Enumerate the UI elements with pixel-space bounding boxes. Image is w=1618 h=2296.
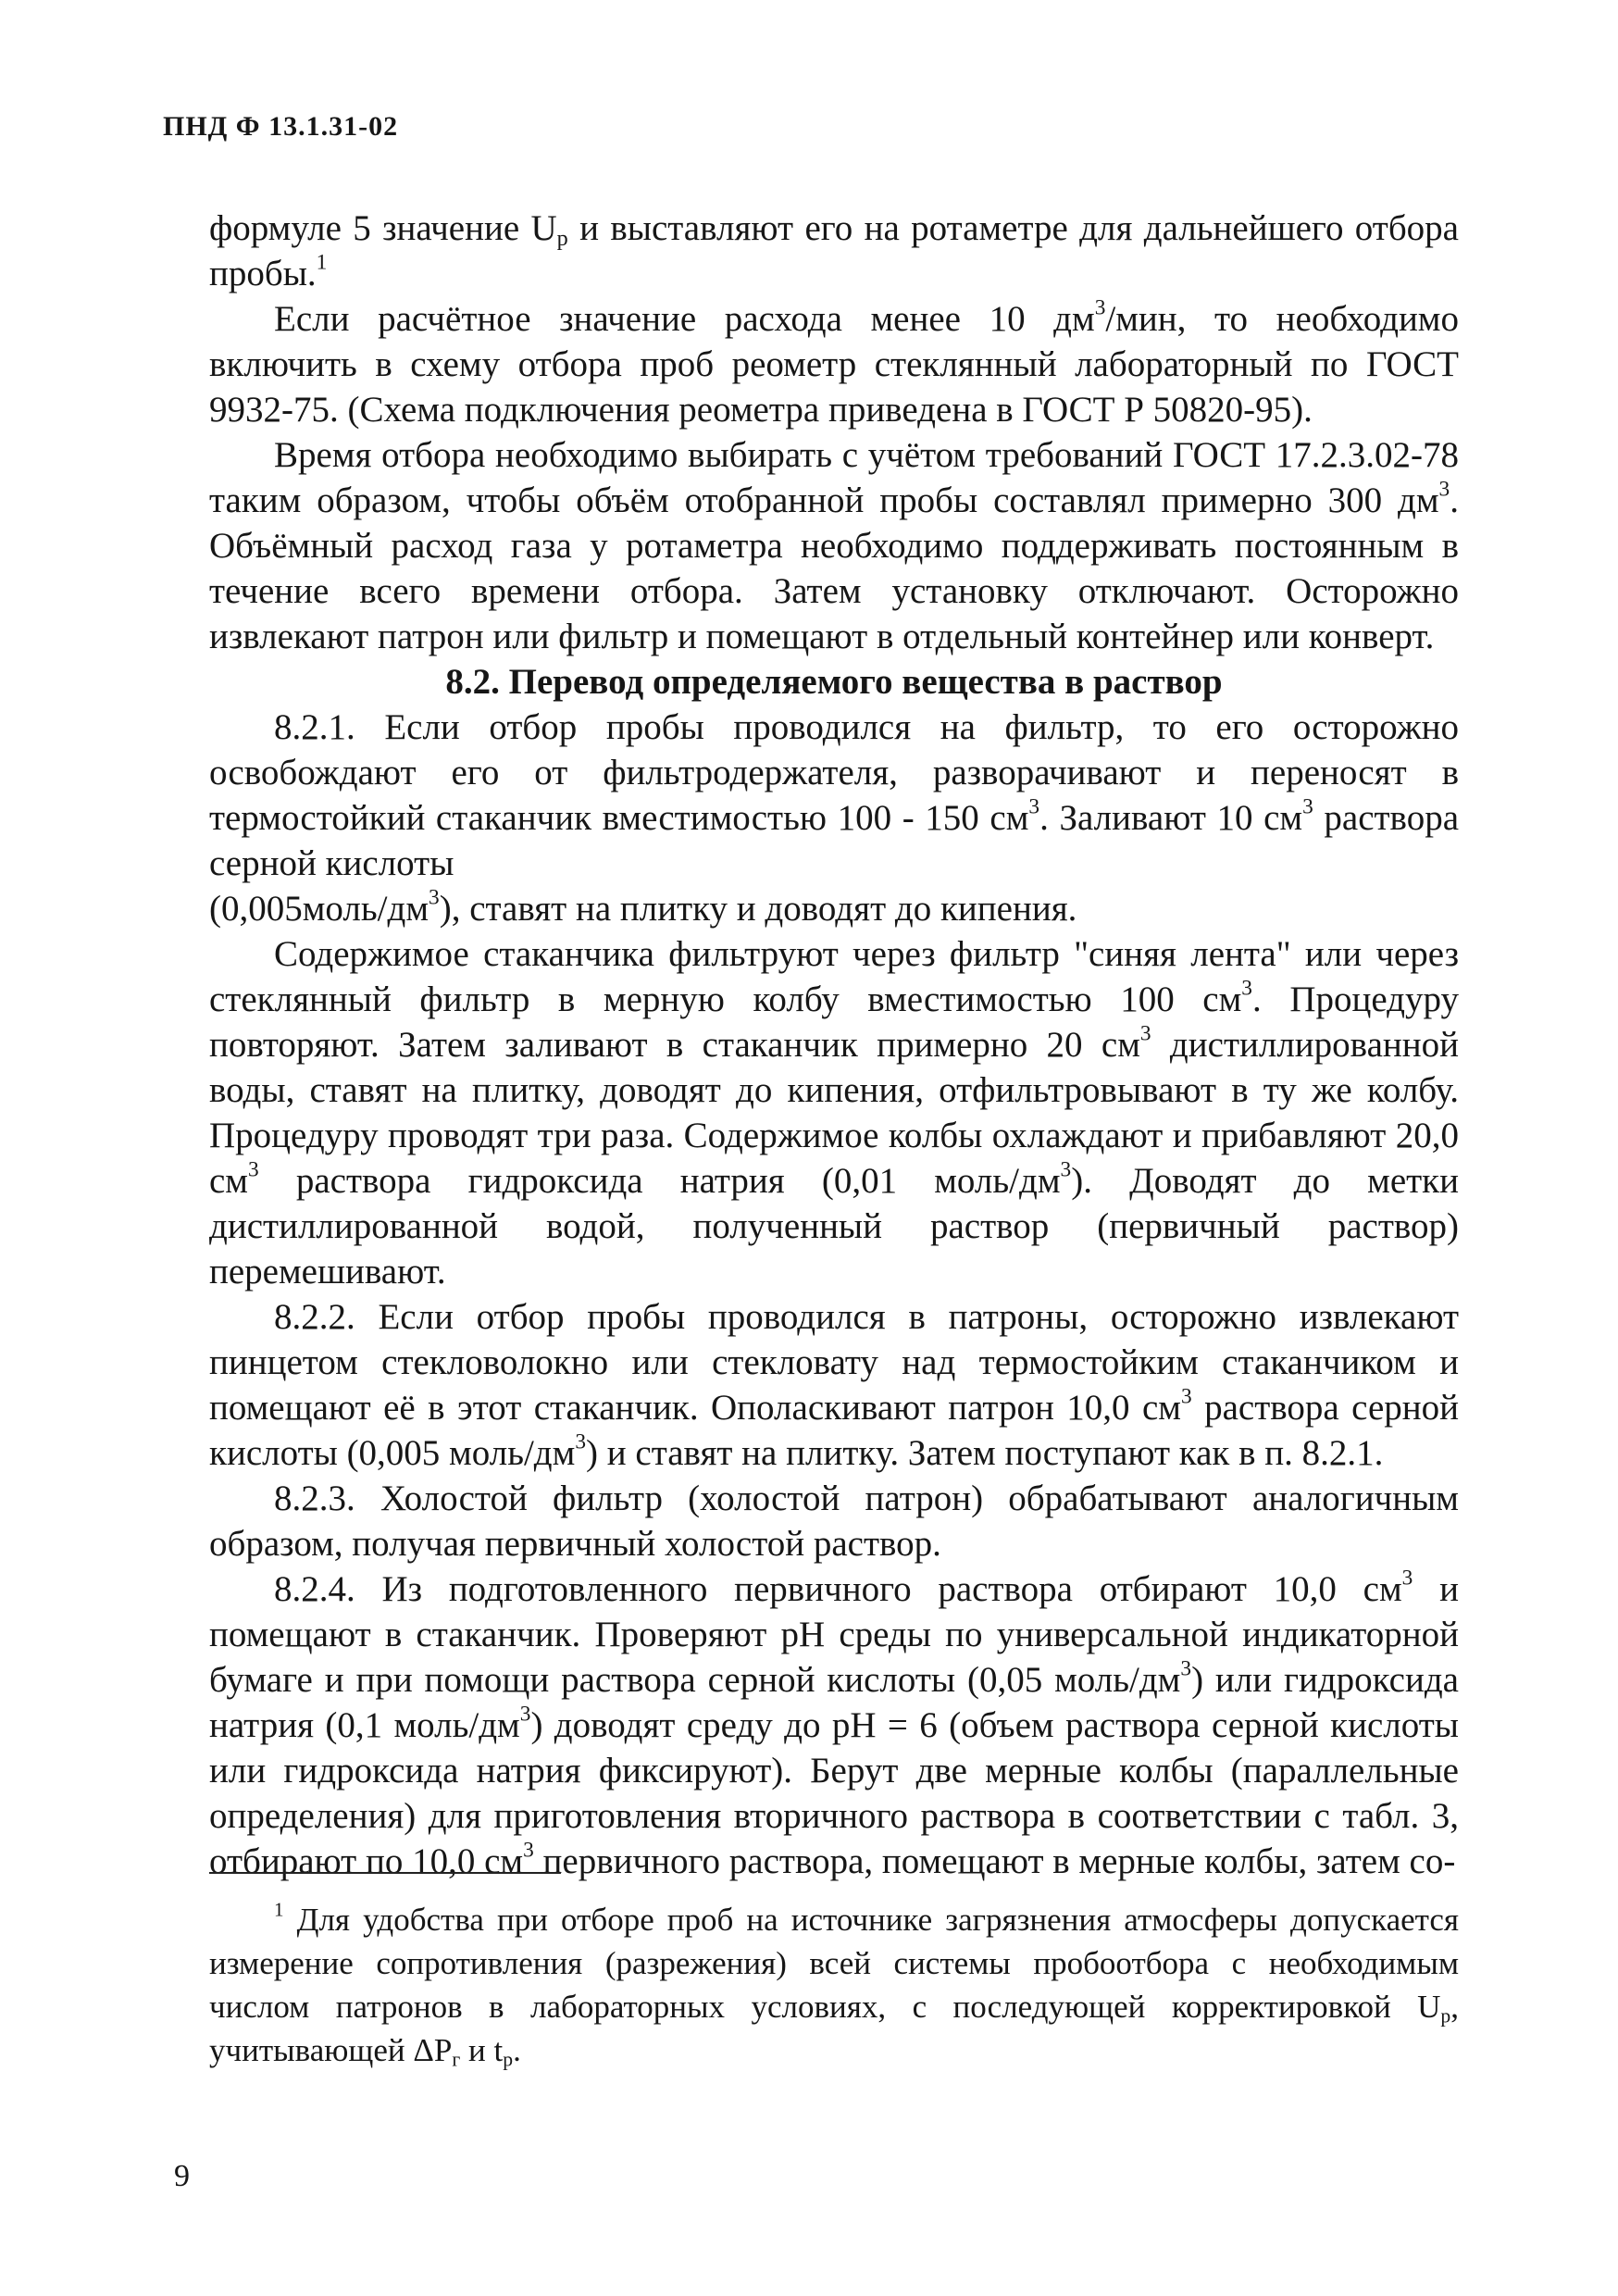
text-fragment: раствора серной кислоты (0,005 моль/дм xyxy=(209,1388,1459,1473)
paragraph-8-2-1 xyxy=(209,705,1459,886)
footnote-mark: 1 xyxy=(274,1898,284,1921)
text-fragment: . Объёмный расход газа у ротаметра необходимо поддерживать постоянным в течение всего времени отбора. Затем установку отключают. Осторожно извлекают патрон или фильтр и помещают в отдельный контейнер или конверт. xyxy=(209,480,1459,656)
text-fragment: Содержимое стаканчика фильтруют через фильтр "синяя лента" или через стеклянный фильтр в мерную колбу вместимостью 100 см xyxy=(209,934,1459,1019)
text-fragment: . Заливают 10 см xyxy=(1039,798,1303,838)
paragraph-rheometer xyxy=(209,296,1459,432)
superscript: 3 xyxy=(575,1429,587,1454)
subscript: p xyxy=(556,226,568,252)
paragraph-8-2-3 xyxy=(209,1476,1459,1566)
superscript: 3 xyxy=(1060,1157,1072,1182)
superscript: 3 xyxy=(1241,976,1252,1001)
text-fragment: ), ставят на плитку и доводят до кипения. xyxy=(439,889,1077,929)
text-fragment: ) или гидроксида натрия (0,1 моль/дм xyxy=(209,1660,1459,1745)
paragraph-filtration xyxy=(209,931,1459,1294)
superscript: 3 xyxy=(1028,794,1040,819)
paragraph-8-2-4 xyxy=(209,1566,1459,1884)
text-fragment: раствора гидроксида натрия (0,01 моль/дм xyxy=(258,1161,1061,1201)
text-fragment: . xyxy=(513,2032,521,2068)
footnote-reference: 1 xyxy=(316,250,328,275)
text-fragment: и помещают в стаканчик. Проверяют pH среды по универсальной индикаторной бумаге и при помощи раствора серной кислоты (0,05 моль/дм xyxy=(209,1569,1459,1700)
paragraph-sampling-time xyxy=(209,432,1459,659)
text-fragment: (0,005моль/дм xyxy=(209,889,429,929)
subscript: г xyxy=(452,2048,461,2071)
superscript: 3 xyxy=(1438,477,1450,502)
text-fragment: 8.2.4. Из подготовленного первичного раствора отбирают 10,0 см xyxy=(274,1569,1402,1609)
text-fragment: Время отбора необходимо выбирать с учётом требований ГОСТ 17.2.3.02-78 таким образом, чтобы объём отобранной пробы составлял примерно 300 дм xyxy=(209,435,1459,520)
text-fragment: и t xyxy=(460,2032,504,2068)
paragraph-acid-concentration xyxy=(209,886,1459,931)
footnote-divider xyxy=(209,1872,561,1874)
text-fragment: ) и ставят на плитку. Затем поступают как в п. 8.2.1. xyxy=(586,1433,1384,1473)
main-text xyxy=(209,206,1459,1884)
text-fragment: формуле 5 значение U xyxy=(209,208,557,248)
text-fragment: 8.2.2. Если отбор пробы проводился в патроны, осторожно извлекают пинцетом стекловолокно или стекловату над термостойким стаканчиком и помещают её в этот стаканчик. Ополаскивают патрон 10,0 см xyxy=(209,1297,1459,1428)
text-fragment: ) доводят среду до pH = 6 (объем раствора серной кислоты или гидроксида натрия фиксируют). Берут две мерные колбы (параллельные определения) для приготовления вторичного раствора в соответствии с табл. 3, отбирают по 10,0 см xyxy=(209,1705,1459,1881)
text-fragment: раствора серной кислоты xyxy=(209,798,1460,883)
text-fragment: 8.2.3. Холостой фильтр (холостой патрон) обрабатывают аналогичным образом, получая первичный холостой раствор. xyxy=(209,1479,1459,1564)
paragraph-rotameter xyxy=(209,206,1459,296)
superscript: 3 xyxy=(1094,295,1106,320)
superscript: 3 xyxy=(1401,1566,1413,1591)
superscript: 3 xyxy=(1180,1384,1192,1409)
superscript: 3 xyxy=(1180,1656,1192,1681)
text-fragment: Для удобства при отборе проб на источнике загрязнения атмосферы допускается измерение сопротивления (разрежения) всей системы пробоотбора с необходимым числом патронов в лабораторных условиях, с последующей корректировкой U xyxy=(209,1902,1459,2025)
text-fragment: первичного раствора, помещают в мерные колбы, затем со- xyxy=(533,1841,1456,1881)
text-fragment: и выставляют его на ротаметре для дальнейшего отбора пробы. xyxy=(209,208,1459,293)
text-fragment: . Процедуру повторяют. Затем заливают в стаканчик примерно 20 см xyxy=(209,980,1459,1065)
text-fragment: дистиллированной воды, ставят на плитку, доводят до кипения, отфильтровывают в ту же колбу. Процедуру проводят три раза. Содержимое колбы охлаждают и прибавляют 20,0 см xyxy=(209,1025,1459,1201)
text-fragment: Если расчётное значение расхода менее 10 дм xyxy=(274,299,1095,339)
superscript: 3 xyxy=(429,885,440,910)
subscript: p xyxy=(1440,2004,1451,2028)
text-fragment: /мин, то необходимо включить в схему отбора проб реометр стеклянный лабораторный по ГОСТ 9932-75. (Схема подключения реометра приведена в ГОСТ Р 50820-95). xyxy=(209,299,1459,430)
footnote xyxy=(209,1898,1459,2072)
superscript: 3 xyxy=(1302,794,1313,819)
superscript: 3 xyxy=(523,1838,534,1863)
superscript: 3 xyxy=(248,1157,259,1182)
document-code-header: ПНД Ф 13.1.31-02 xyxy=(163,111,399,142)
text-fragment: , учитывающей ΔP xyxy=(209,1989,1459,2068)
subscript: p xyxy=(503,2048,514,2071)
paragraph-8-2-2 xyxy=(209,1294,1459,1476)
page-number: 9 xyxy=(174,2159,190,2193)
section-title: 8.2. Перевод определяемого вещества в раствор xyxy=(445,662,1223,702)
superscript: 3 xyxy=(1139,1021,1151,1046)
text-fragment: ). Доводят до метки дистиллированной водой, полученный раствор (первичный раствор) перемешивают. xyxy=(209,1161,1459,1292)
text-fragment: 8.2.1. Если отбор пробы проводился на фильтр, то его осторожно освобождают его от фильтродержателя, разворачивают и переносят в термостойкий стаканчик вместимостью 100 - 150 см xyxy=(209,707,1459,838)
superscript: 3 xyxy=(519,1702,531,1727)
